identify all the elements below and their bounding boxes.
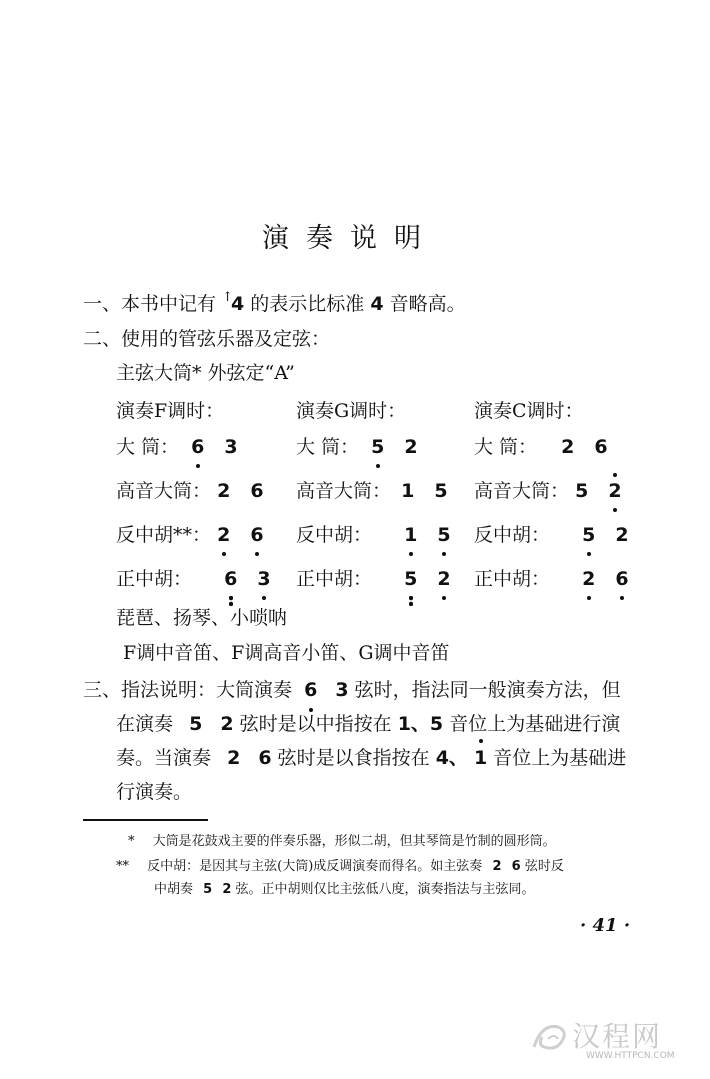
note: 5: [575, 480, 589, 502]
page-title: 演奏说明: [262, 223, 438, 254]
f-zhengzhonghu-row: [116, 564, 271, 591]
col-f-header: 演奏F调时：: [116, 400, 225, 422]
note: 5: [434, 480, 448, 502]
note: 6: [615, 568, 629, 590]
footnote-mark: **: [116, 859, 129, 874]
watermark-text: 汉程网: [572, 1020, 663, 1053]
note: 2: [227, 747, 241, 769]
col-c-header: 演奏C调时：: [474, 400, 584, 422]
footnote-mark: *: [128, 834, 135, 849]
f-dahtong-row: [116, 432, 238, 459]
row-label: 反中胡：: [296, 524, 373, 546]
text: 在演奏: [116, 713, 174, 735]
note: 6: [250, 480, 264, 502]
footnote-text: 大筒是花鼓戏主要的伴奏乐器，形似二胡，但其琴筒是竹制的圆形筒。: [152, 834, 556, 849]
note: 6: [224, 568, 238, 590]
watermark-url: WWW.HTTPCN.COM: [586, 1051, 675, 1061]
footnote-2-cont: [154, 880, 535, 900]
item-3-line-4: 行演奏。: [116, 781, 193, 803]
c-zhengzhonghu-row: [474, 564, 629, 591]
other-instruments-1: 琵琶、扬琴、小唢呐: [116, 607, 288, 629]
row-label: 大 筒：: [474, 436, 538, 458]
text: 弦时，指法同一般演奏方法，但: [354, 679, 621, 701]
note: 5: [404, 568, 418, 590]
note-raised-4: 4: [230, 293, 245, 315]
c-dahtong-row: [474, 432, 608, 459]
footnote-text: 弦。正中胡则仅比主弦低八度，演奏指法与主弦同。: [235, 882, 535, 897]
row-label: 高音大筒：: [116, 480, 212, 502]
item-3-line-3: [116, 746, 626, 770]
text: 弦时是以中指按在: [239, 713, 392, 735]
note: 6: [191, 436, 205, 458]
note: 2: [608, 480, 622, 502]
row-label: 高音大筒：: [474, 480, 570, 502]
footnote-2: [116, 857, 564, 877]
note: 3: [224, 436, 238, 458]
text: 弦时是以食指按在: [277, 747, 430, 769]
f-gaoyin-row: [116, 476, 264, 503]
note: 3: [257, 568, 271, 590]
row-label: 正中胡：: [116, 568, 193, 590]
note: 6: [511, 859, 521, 874]
row-label: 正中胡：: [474, 568, 551, 590]
footnote-text: 反中胡：是因其与主弦(大筒)成反调演奏而得名。如主弦奏: [147, 859, 483, 874]
footnote-text: 弦时反: [524, 859, 564, 874]
note: 1: [401, 480, 415, 502]
text: 音位上为基础进: [493, 747, 627, 769]
note: 6: [250, 524, 264, 546]
note: 5: [582, 524, 596, 546]
footnote-1: [128, 832, 556, 852]
row-label: 反中胡**：: [116, 524, 212, 546]
note: 6: [258, 747, 272, 769]
page-number: · 41 ·: [580, 915, 631, 936]
text: 音位上为基础进行演: [449, 713, 621, 735]
item-3-line-2: [116, 712, 620, 736]
note: 2: [222, 882, 232, 897]
g-dahtong-row: [296, 432, 418, 459]
note: 4、: [435, 747, 468, 769]
item-3-line-1: [83, 678, 621, 702]
note: 2: [437, 568, 451, 590]
note: 2: [492, 859, 502, 874]
item-2-heading: 二、使用的管弦乐器及定弦：: [83, 328, 331, 350]
footnote-divider: [83, 819, 208, 821]
note: 5: [437, 524, 451, 546]
note: 5: [189, 713, 203, 735]
note: 5: [371, 436, 385, 458]
note-4: 4: [370, 293, 384, 315]
note: 2: [615, 524, 629, 546]
note: 6: [594, 436, 608, 458]
col-g-header: 演奏G调时：: [296, 400, 407, 422]
row-label: 反中胡：: [474, 524, 551, 546]
f-fanzhonghu-row: [116, 520, 264, 547]
note: 1: [404, 524, 418, 546]
note: 2: [582, 568, 596, 590]
note: 2: [220, 713, 234, 735]
watermark-logo-icon: [528, 1017, 572, 1057]
text: 奏。当演奏: [116, 747, 212, 769]
item-1-text-b: 的表示比标准: [250, 293, 365, 315]
sharp-arrow-icon: ↑: [222, 290, 233, 305]
note: 1: [473, 747, 488, 769]
g-gaoyin-row: [296, 476, 448, 503]
row-label: 大 筒：: [296, 436, 360, 458]
text: 三、指法说明：大筒演奏: [83, 679, 293, 701]
note: 2: [217, 524, 231, 546]
watermark: [520, 1015, 695, 1060]
item-1-text-a: 一、本书中记有: [83, 293, 217, 315]
row-label: 正中胡：: [296, 568, 373, 590]
note: 1、5: [397, 713, 444, 735]
item-1-text-c: 音略高。: [389, 293, 466, 315]
other-instruments-2: F调中音笛、F调高音小笛、G调中音笛: [123, 642, 450, 664]
note: 6: [304, 679, 318, 701]
tuning-line: 主弦大筒* 外弦定“A”: [116, 362, 295, 384]
c-fanzhonghu-row: [474, 520, 629, 547]
note: 2: [561, 436, 575, 458]
g-fanzhonghu-row: [296, 520, 451, 547]
item-1: [83, 292, 466, 319]
note: 3: [335, 679, 349, 701]
g-zhengzhonghu-row: [296, 564, 451, 591]
footnote-text: 中胡奏: [154, 882, 194, 897]
note: 5: [203, 882, 213, 897]
note: 2: [217, 480, 231, 502]
note: 2: [404, 436, 418, 458]
row-label: 大 筒：: [116, 436, 180, 458]
c-gaoyin-row: [474, 476, 622, 503]
row-label: 高音大筒：: [296, 480, 392, 502]
